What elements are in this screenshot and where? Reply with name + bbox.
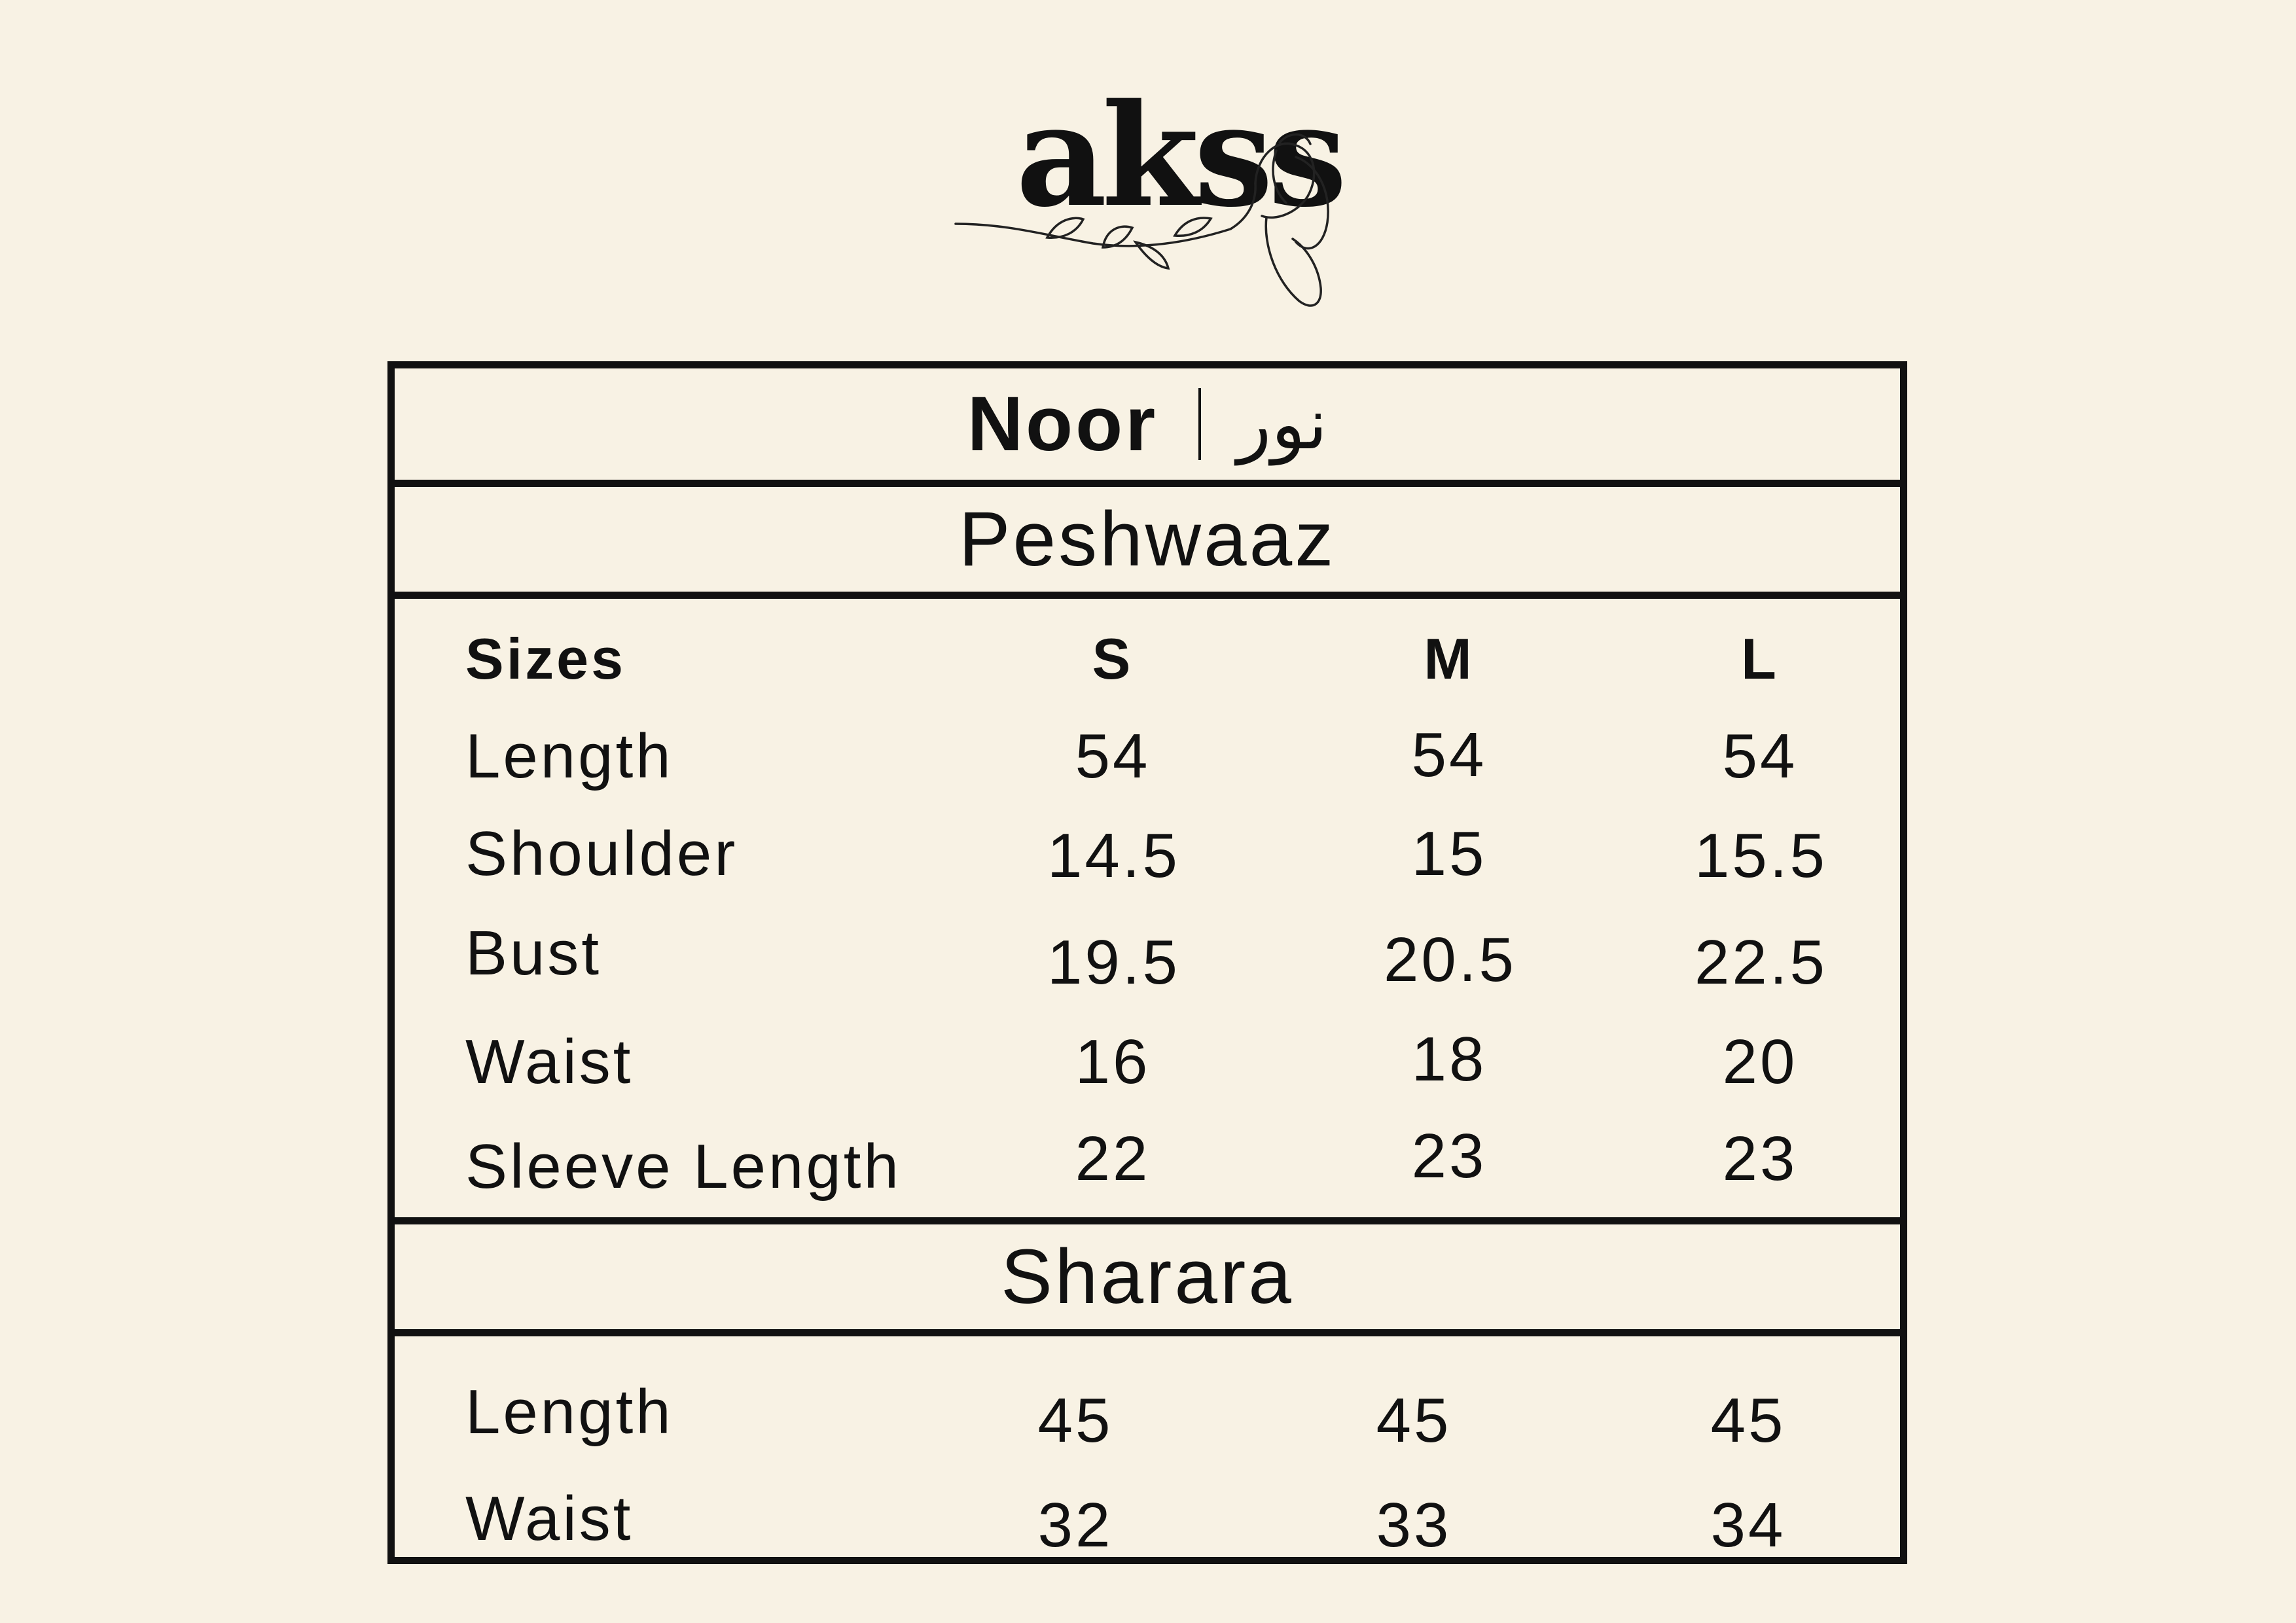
row-value: 15.5 xyxy=(1695,821,1827,891)
row-value: 23 xyxy=(1722,1124,1798,1194)
row-value: 23 xyxy=(1411,1121,1487,1191)
row-label: Bust xyxy=(465,918,602,988)
row-value: 54 xyxy=(1075,721,1151,791)
rose-vine-icon xyxy=(949,72,1355,314)
row-label: Shoulder xyxy=(465,819,738,889)
rule xyxy=(395,1217,1900,1224)
row-value: 54 xyxy=(1411,720,1487,790)
row-value: 45 xyxy=(1037,1385,1113,1455)
row-value: 16 xyxy=(1075,1027,1151,1097)
row-label: Length xyxy=(465,1377,673,1447)
brand-logo xyxy=(949,72,1355,314)
row-value: 18 xyxy=(1411,1024,1487,1094)
row-value: 32 xyxy=(1037,1490,1113,1560)
product-title xyxy=(395,368,1900,480)
product-name: Noor xyxy=(967,381,1158,467)
row-value: 22.5 xyxy=(1695,927,1827,997)
size-chart xyxy=(387,361,1907,1564)
row-value: 45 xyxy=(1376,1385,1452,1455)
row-value: 14.5 xyxy=(1047,821,1180,891)
row-value: 20.5 xyxy=(1384,925,1516,995)
header-sizes: Sizes xyxy=(465,626,626,691)
section-title-sharara: Sharara xyxy=(1001,1234,1294,1320)
row-value: 54 xyxy=(1722,721,1798,791)
row-value: 33 xyxy=(1376,1490,1452,1560)
row-value: 15 xyxy=(1411,819,1487,889)
header-size-s: S xyxy=(1092,626,1134,691)
rule xyxy=(395,480,1900,487)
header-size-m: M xyxy=(1424,626,1475,691)
brand-logo-text: akss xyxy=(1016,73,1342,238)
row-value: 34 xyxy=(1710,1490,1786,1560)
row-value: 45 xyxy=(1710,1385,1786,1455)
rule xyxy=(395,1329,1900,1336)
header-size-l: L xyxy=(1741,626,1779,691)
row-label: Length xyxy=(465,721,673,791)
row-label: Waist xyxy=(465,1484,634,1554)
row-label: Waist xyxy=(465,1027,634,1097)
row-value: 20 xyxy=(1722,1027,1798,1097)
rule xyxy=(395,592,1900,599)
section-title-peshwaaz: Peshwaaz xyxy=(958,496,1336,582)
title-divider xyxy=(1198,388,1201,460)
product-name-urdu: نور xyxy=(1237,383,1328,465)
row-value: 22 xyxy=(1075,1124,1151,1194)
row-label: Sleeve Length xyxy=(465,1132,901,1202)
row-value: 19.5 xyxy=(1047,927,1180,997)
